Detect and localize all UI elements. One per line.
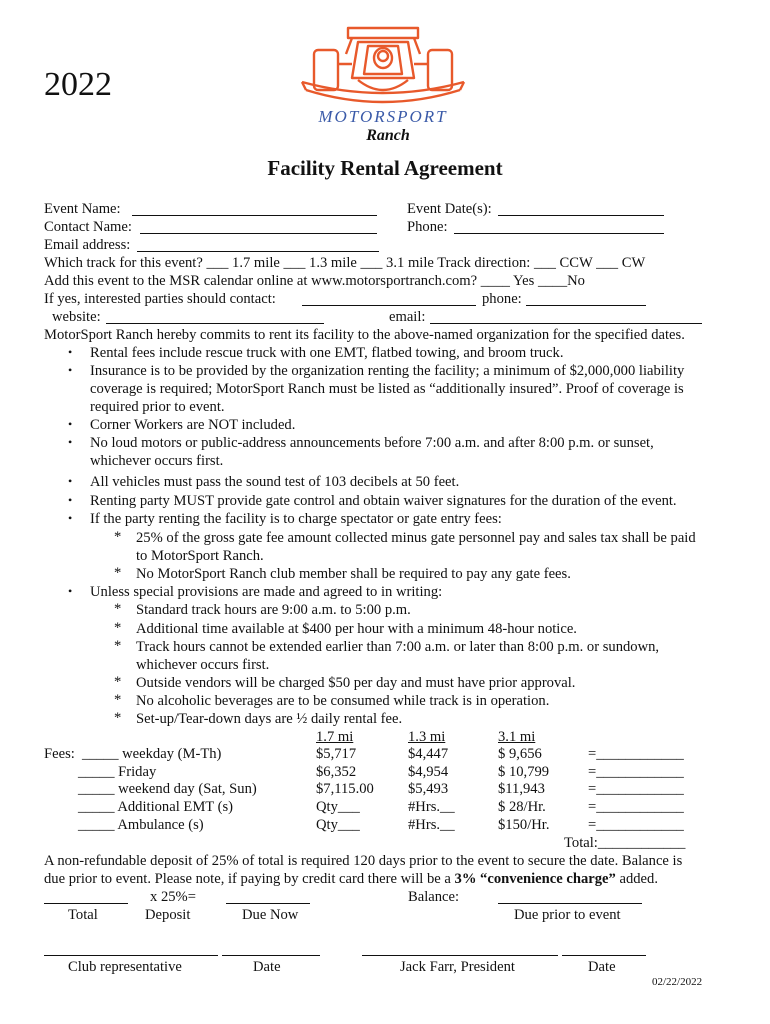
bullet: •	[68, 435, 73, 449]
insurance-text-1: Insurance is to be provided by the organization renting the facility; a minimum of $2,000,000 liability	[90, 363, 685, 379]
balance-field[interactable]	[498, 903, 642, 904]
phone2-label: phone:	[482, 291, 522, 307]
club-rep-date-field[interactable]	[222, 955, 320, 956]
star-bullet: *	[114, 565, 122, 581]
col-header-1-7: 1.7 mi	[316, 729, 354, 745]
year-label: 2022	[44, 66, 112, 103]
website-label: website:	[52, 309, 101, 325]
standard-hours-text: Standard track hours are 9:00 a.m. to 5:00 p.m.	[136, 602, 411, 618]
fee-cell: $ 9,656	[498, 746, 542, 762]
document-date: 02/22/2022	[652, 976, 703, 988]
total-caption: Total	[68, 907, 98, 923]
fee-cell: #Hrs.__	[408, 799, 455, 815]
fee-total-field[interactable]: =____________	[588, 764, 684, 780]
star-bullet: *	[114, 674, 122, 690]
star-bullet: *	[114, 529, 122, 545]
gate-fees-text: If the party renting the facility is to charge spectator or gate entry fees:	[90, 511, 502, 527]
fee-row-label: _____ weekend day (Sat, Sun)	[78, 781, 257, 797]
gate-control-text: Renting party MUST provide gate control and obtain waiver signatures for the duration of the event.	[90, 493, 677, 509]
fee-cell: $7,115.00	[316, 781, 374, 797]
deposit-text-1: A non-refundable deposit of 25% of total is required 120 days prior to the event to secure the date. Balance is	[44, 853, 683, 869]
track-hours-text-1: Track hours cannot be extended earlier than 7:00 a.m. or later than 8:00 p.m. or sundown,	[136, 639, 660, 655]
deposit-text-2-post: added.	[615, 871, 658, 887]
calendar-line: Add this event to the MSR calendar online at www.motorsportranch.com? ____ Yes ____No	[44, 273, 585, 289]
loud-motors-text-1: No loud motors or public-address announcements before 7:00 a.m. and after 8:00 p.m. or sunset,	[90, 435, 654, 451]
fee-total-field[interactable]: =____________	[588, 799, 684, 815]
president-date-field[interactable]	[562, 955, 646, 956]
star-bullet: *	[114, 638, 122, 654]
col-header-3-1: 3.1 mi	[498, 729, 536, 745]
outside-vendors-text: Outside vendors will be charged $50 per day and must have prior approval.	[136, 675, 576, 691]
motorsport-ranch-logo	[288, 20, 478, 144]
contact-name-field[interactable]	[140, 233, 377, 234]
x25-label: x 25%=	[150, 889, 196, 905]
bullet: •	[68, 493, 73, 507]
phone-label: Phone:	[407, 219, 448, 235]
total-field[interactable]	[44, 903, 128, 904]
fees-label: Fees:	[44, 746, 75, 762]
special-provisions-text: Unless special provisions are made and agreed to in writing:	[90, 584, 443, 600]
contact-parties-label: If yes, interested parties should contact:	[44, 291, 276, 307]
due-now-field[interactable]	[226, 903, 310, 904]
setup-teardown-text: Set-up/Tear-down days are ½ daily rental fee.	[136, 711, 403, 727]
star-bullet: *	[114, 710, 122, 726]
gate-share-text-1: 25% of the gross gate fee amount collected minus gate personnel pay and sales tax shall be paid	[136, 530, 696, 546]
president-signature-field[interactable]	[362, 955, 558, 956]
phone-field[interactable]	[454, 233, 664, 234]
fee-cell: $150/Hr.	[498, 817, 550, 833]
bullet: •	[68, 584, 73, 598]
email-label: email:	[389, 309, 426, 325]
bullet: •	[68, 511, 73, 525]
deposit-text-2	[44, 870, 658, 888]
track-selection-line: Which track for this event? ___ 1.7 mile ___ 1.3 mile ___ 3.1 mile Track direction: ___ CCW ___ CW	[44, 255, 646, 271]
fee-row-label: _____ weekday (M-Th)	[82, 746, 222, 762]
sound-test-text: All vehicles must pass the sound test of 103 decibels at 50 feet.	[90, 474, 460, 490]
track-hours-text-2: whichever occurs first.	[136, 657, 270, 673]
fee-cell: $ 10,799	[498, 764, 550, 780]
fees-total-field[interactable]: Total:____________	[564, 835, 686, 851]
deposit-caption: Deposit	[145, 907, 191, 923]
club-rep-caption: Club representative	[68, 959, 182, 975]
bullet: •	[68, 474, 73, 488]
contact-parties-field[interactable]	[302, 305, 476, 306]
website-field[interactable]	[106, 323, 324, 324]
event-dates-field[interactable]	[498, 215, 664, 216]
fee-total-field[interactable]: =____________	[588, 817, 684, 833]
email-field[interactable]	[430, 323, 702, 324]
event-name-label: Event Name:	[44, 201, 121, 217]
fee-cell: $11,943	[498, 781, 545, 797]
additional-time-text: Additional time available at $400 per hour with a minimum 48-hour notice.	[136, 621, 577, 637]
phone2-field[interactable]	[526, 305, 646, 306]
col-header-1-3: 1.3 mi	[408, 729, 446, 745]
fee-cell: Qty___	[316, 799, 360, 815]
fee-cell: $4,954	[408, 764, 449, 780]
fee-cell: $6,352	[316, 764, 357, 780]
date-caption: Date	[253, 959, 281, 975]
rental-fees-text: Rental fees include rescue truck with one EMT, flatbed towing, and broom truck.	[90, 345, 564, 361]
balance-label: Balance:	[408, 889, 460, 905]
due-prior-caption: Due prior to event	[514, 907, 621, 923]
star-bullet: *	[114, 601, 122, 617]
bullet: •	[68, 363, 73, 377]
deposit-text-2-pre: due prior to event. Please note, if paying by credit card there will be a	[44, 871, 455, 887]
logo-script-text: Ranch	[366, 127, 410, 144]
bullet: •	[68, 345, 73, 359]
club-rep-signature-field[interactable]	[44, 955, 218, 956]
gate-share-text-2: to MotorSport Ranch.	[136, 548, 264, 564]
insurance-text-2: coverage is required; MotorSport Ranch must be listed as “additionally insured”. Proof of coverage is	[90, 381, 684, 397]
bullet: •	[68, 417, 73, 431]
fee-row-label: _____ Ambulance (s)	[78, 817, 204, 833]
contact-name-label: Contact Name:	[44, 219, 132, 235]
page-title: Facility Rental Agreement	[267, 156, 503, 180]
corner-workers-text: Corner Workers are NOT included.	[90, 417, 296, 433]
fee-total-field[interactable]: =____________	[588, 746, 684, 762]
fee-row-label: _____ Friday	[78, 764, 157, 780]
alcohol-text: No alcoholic beverages are to be consumed while track is in operation.	[136, 693, 550, 709]
email-address-field[interactable]	[137, 251, 379, 252]
race-car-logo-icon	[288, 20, 478, 144]
due-now-caption: Due Now	[242, 907, 299, 923]
fee-cell: #Hrs.__	[408, 817, 455, 833]
fee-row-label: _____ Additional EMT (s)	[78, 799, 233, 815]
fee-cell: $ 28/Hr.	[498, 799, 546, 815]
fee-cell: Qty___	[316, 817, 360, 833]
loud-motors-text-2: whichever occurs first.	[90, 453, 224, 469]
fee-cell: $5,717	[316, 746, 357, 762]
email-address-label: Email address:	[44, 237, 131, 253]
convenience-charge-text: 3% “convenience charge”	[454, 871, 616, 887]
fee-cell: $4,447	[408, 746, 449, 762]
star-bullet: *	[114, 620, 122, 636]
logo-text: MOTORSPORT	[318, 107, 448, 126]
president-caption: Jack Farr, President	[400, 959, 515, 975]
event-dates-label: Event Date(s):	[407, 201, 492, 217]
fee-total-field[interactable]: =____________	[588, 781, 684, 797]
star-bullet: *	[114, 692, 122, 708]
insurance-text-3: required prior to event.	[90, 399, 225, 415]
intro-text: MotorSport Ranch hereby commits to rent its facility to the above-named organization for the specified dates.	[44, 327, 685, 343]
fee-cell: $5,493	[408, 781, 449, 797]
event-name-field[interactable]	[132, 215, 377, 216]
date-caption: Date	[588, 959, 616, 975]
club-member-text: No MotorSport Ranch club member shall be required to pay any gate fees.	[136, 566, 571, 582]
